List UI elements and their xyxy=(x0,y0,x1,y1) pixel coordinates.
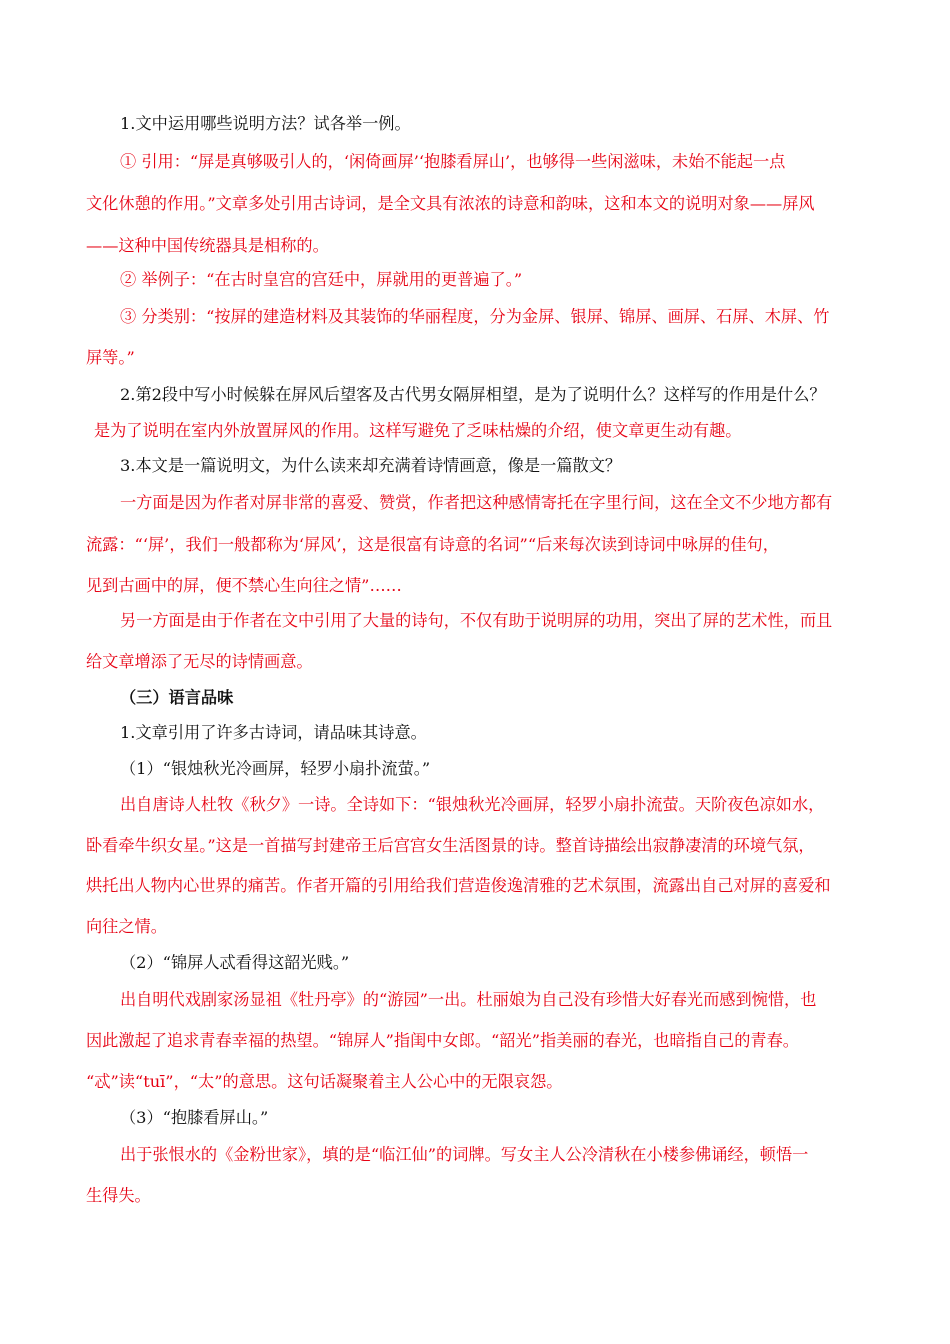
text-line-10: 3.本文是一篇说明文，为什么读来却充满着诗情画意，像是一篇散文？ xyxy=(120,456,622,475)
text-line-2: ① 引用：“屏是真够吸引人的，‘闲倚画屏’‘抱膝看屏山’，也够得一些闲滋味，未始不能起一点 xyxy=(120,152,786,171)
text-line-18: （1）“银烛秋光冷画屏，轻罗小扇扑流萤。” xyxy=(120,759,431,778)
text-line-6: ③ 分类别：“按屏的建造材料及其装饰的华丽程度，分为金屏、银屏、锦屏、画屏、石屏、木屏、竹 xyxy=(120,307,830,326)
text-line-24: 出自明代戏剧家汤显祖《牡丹亭》的“游园”一出。杜丽娘为自己没有珍惜大好春光而感到惋惜，也 xyxy=(120,990,817,1009)
text-line-13: 见到古画中的屏，便不禁心生向往之情”…… xyxy=(86,576,402,595)
text-line-5: ② 举例子：“在古时皇宫的宫廷中，屏就用的更普遍了。” xyxy=(120,270,523,289)
text-line-27: （3）“抱膝看屏山。” xyxy=(120,1108,269,1127)
text-line-14: 另一方面是由于作者在文中引用了大量的诗句，不仅有助于说明屏的功用，突出了屏的艺术性，而且 xyxy=(120,611,833,630)
text-line-29: 生得失。 xyxy=(86,1186,151,1205)
text-line-21: 烘托出人物内心世界的痛苦。作者开篇的引用给我们营造俊逸清雅的艺术氛围，流露出自己对屏的喜爱和 xyxy=(86,876,831,895)
section-heading: （三）语言品味 xyxy=(120,688,234,707)
text-line-15: 给文章增添了无尽的诗情画意。 xyxy=(86,652,313,671)
text-line-22: 向往之情。 xyxy=(86,917,167,936)
text-line-17: 1.文章引用了许多古诗词，请品味其诗意。 xyxy=(120,723,427,742)
text-line-19: 出自唐诗人杜牧《秋夕》一诗。全诗如下：“银烛秋光冷画屏，轻罗小扇扑流萤。天阶夜色凉如水， xyxy=(120,795,825,814)
text-line-7: 屏等。” xyxy=(86,348,135,367)
text-line-26: “忒”读“tuī”，“太”的意思。这句话凝聚着主人公心中的无限哀怨。 xyxy=(86,1072,563,1091)
text-line-8: 2.第2段中写小时候躲在屏风后望客及古代男女隔屏相望，是为了说明什么？这样写的作用是什么？ xyxy=(120,385,826,404)
text-line-3: 文化休憩的作用。”文章多处引用古诗词，是全文具有浓浓的诗意和韵味，这和本文的说明对象——屏风 xyxy=(86,194,815,213)
text-line-20: 卧看牵牛织女星。”这是一首描写封建帝王后宫宫女生活图景的诗。整首诗描绘出寂静凄清的环境气氛， xyxy=(86,836,815,855)
text-line-4: ——这种中国传统器具是相称的。 xyxy=(86,236,329,255)
text-line-1: 1.文中运用哪些说明方法？试各举一例。 xyxy=(120,114,411,133)
text-line-12: 流露：“‘屏’，我们一般都称为‘屏风’，这是很富有诗意的名词”“后来每次读到诗词中咏屏的佳句， xyxy=(86,535,779,554)
text-line-23: （2）“锦屏人忒看得这韶光贱。” xyxy=(120,953,350,972)
text-line-11: 一方面是因为作者对屏非常的喜爱、赞赏，作者把这种感情寄托在字里行间，这在全文不少地方都有 xyxy=(120,493,833,512)
text-line-28: 出于张恨水的《金粉世家》，填的是“临江仙”的词牌。写女主人公冷清秋在小楼参佛诵经，顿悟一 xyxy=(120,1145,809,1164)
text-line-25: 因此激起了追求青春幸福的热望。“锦屏人”指闺中女郎。“韶光”指美丽的春光，也暗指自己的青春。 xyxy=(86,1031,799,1050)
text-line-9: 是为了说明在室内外放置屏风的作用。这样写避免了乏味枯燥的介绍，使文章更生动有趣。 xyxy=(94,421,742,440)
